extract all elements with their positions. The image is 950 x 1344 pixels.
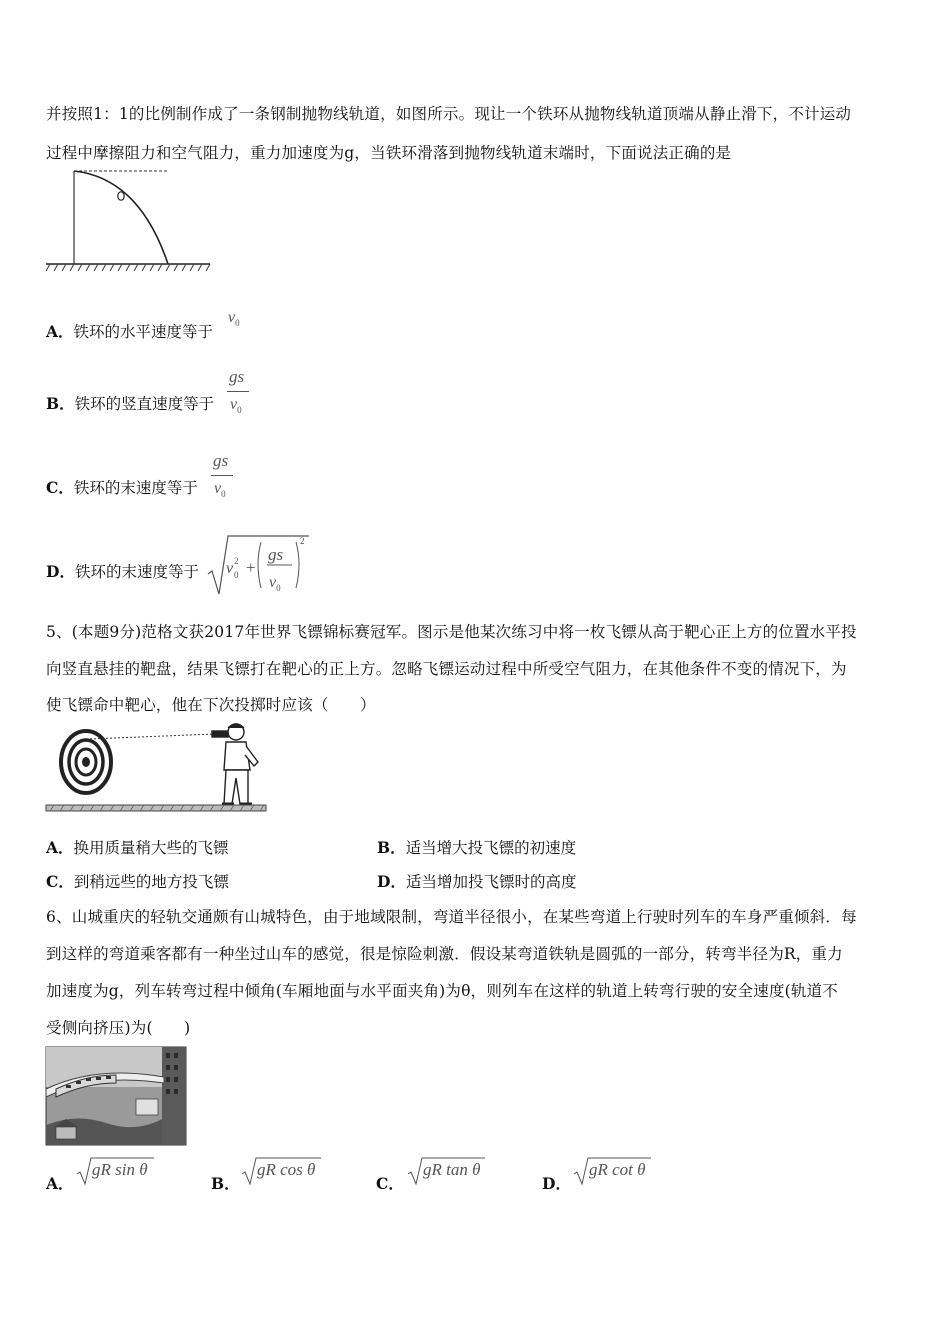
q6-option-a-math: gR sin θ [92,1160,148,1179]
option-letter: C． [46,872,74,891]
thrower-figure-icon [212,724,258,804]
q6-stem-line-4: 受侧向挤压)为( ) [46,1019,191,1037]
q6-option-c[interactable] [376,1172,404,1194]
option-letter: D． [46,562,75,581]
dartboard-icon [61,731,111,793]
math-v0: $v_0$ [228,309,240,329]
q5-stem-line-2: 向竖直悬挂的靶盘，结果飞镖打在靶心的正上方。忽略飞镖运动过程中所受空气阻力，在其他条件不变的情况下，为 [46,660,847,678]
q6-option-c-math: gR tan θ [423,1160,481,1179]
option-text: 铁环的竖直速度等于 [74,395,215,413]
option-letter: C． [376,1174,404,1193]
fraction-bar [227,391,249,392]
math-subscript: 0 [234,570,239,580]
q5-option-a[interactable] [46,836,229,858]
light-rail-photo [46,1047,186,1145]
fraction-bar [211,475,233,476]
q4-stem-line-2: 过程中摩擦阻力和空气阻力，重力加速度为g，当铁环滑落到抛物线轨道末端时，下面说法正确的是 [46,144,732,162]
option-text: 换用质量稍大些的飞镖 [73,839,229,857]
q6-option-d[interactable] [542,1172,571,1194]
option-text: 到稍远些的地方投飞镖 [73,873,229,891]
option-letter: B． [211,1174,240,1193]
q4-option-a[interactable] [46,320,213,342]
option-letter: A． [46,322,74,341]
math-denominator-v0: $v_0$ [269,574,281,594]
option-letter: B． [377,838,406,857]
math-superscript: 2 [234,556,239,566]
option-letter: D． [377,872,406,891]
q6-stem-line-2: 到这样的弯道乘客都有一种坐过山车的感觉，很是惊险刺激．假设某弯道铁轨是圆弧的一部分，转弯半径为R，重力 [46,945,843,963]
q6-option-a[interactable] [46,1172,74,1194]
math-plus: + [246,558,256,577]
option-letter: A． [46,838,74,857]
q6-option-b[interactable] [211,1172,240,1194]
q5-option-d[interactable] [377,870,576,892]
dart-throw-figure [46,722,268,812]
math-v0-squared: v [226,560,234,577]
q6-stem-line-1: 6、山城重庆的轻轨交通颇有山城特色，由于地域限制，弯道半径很小，在某些弯道上行驶时列车的车身严重倾斜．每 [46,908,857,926]
iron-ring-icon [118,192,124,200]
option-text: 铁环的末速度等于 [74,563,199,581]
option-letter: B． [46,394,75,413]
math-numerator-gs: gs [229,367,245,386]
math-denominator-v0: $v_0$ [230,396,242,416]
option-text: 铁环的水平速度等于 [73,323,214,341]
option-letter: D． [542,1174,571,1193]
q4-option-c[interactable] [46,476,198,498]
q6-option-b-math: gR cos θ [257,1160,316,1179]
sqrt-sign-icon [206,534,310,598]
option-text: 铁环的末速度等于 [73,479,198,497]
q5-stem-line-1: 5、(本题9分)范格文获2017年世界飞镖锦标赛冠军。图示是他某次练习中将一枚飞镖从高于靶心正上方的位置水平投 [46,623,857,641]
parabola-track-figure [44,168,214,278]
option-text: 适当增大投飞镖的初速度 [405,839,577,857]
math-numerator-gs: gs [268,545,284,564]
option-letter: C． [46,478,74,497]
q4-option-d[interactable] [46,560,199,582]
q6-stem-line-3: 加速度为g，列车转弯过程中倾角(车厢地面与水平面夹角)为θ，则列车在这样的轨道上转弯行驶的安全速度(轨道不 [46,982,838,1000]
q5-option-b[interactable] [377,836,576,858]
q4-option-b[interactable] [46,392,214,414]
math-exponent: 2 [300,536,305,546]
math-numerator-gs: gs [213,451,229,470]
option-text: 适当增加投飞镖时的高度 [405,873,577,891]
q6-option-d-math: gR cot θ [589,1160,646,1179]
option-letter: A． [46,1174,74,1193]
q5-stem-line-3: 使飞镖命中靶心，他在下次投掷时应该（ ） [46,696,376,714]
math-denominator-v0: $v_0$ [214,480,226,500]
q5-option-c[interactable] [46,870,229,892]
q4-stem-line-1: 并按照1：1的比例制作成了一条钢制抛物线轨道，如图所示。现让一个铁环从抛物线轨道顶端从静止滑下，不计运动 [46,105,852,123]
